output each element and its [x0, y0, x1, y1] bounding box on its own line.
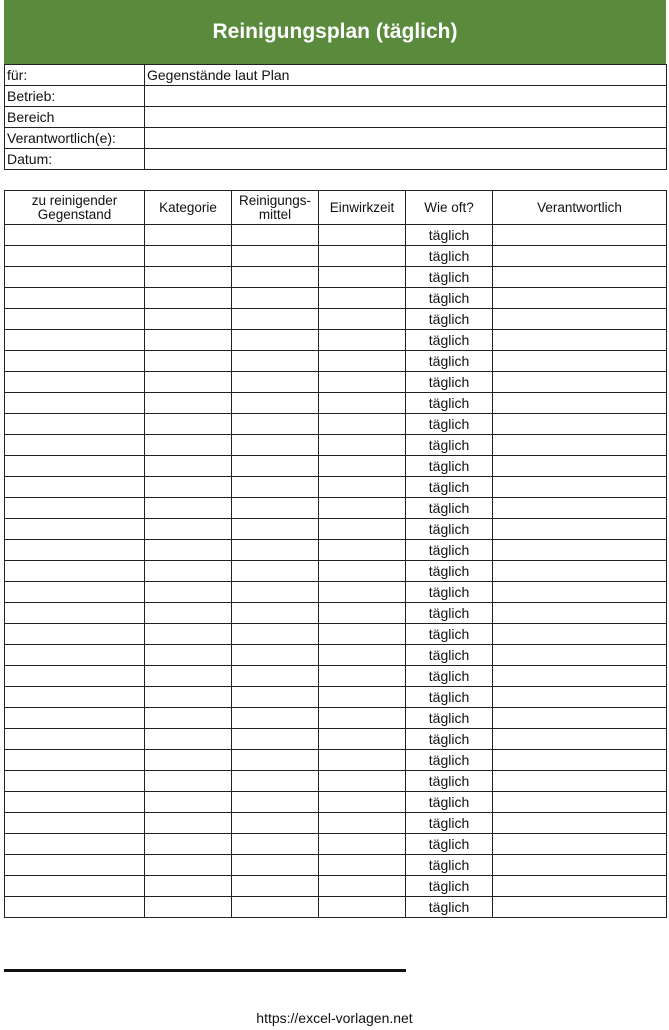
- cell-contact-time[interactable]: [319, 582, 406, 603]
- cell-frequency[interactable]: täglich: [406, 708, 493, 729]
- cell-cleaning-agent[interactable]: [232, 750, 319, 771]
- cell-responsible[interactable]: [493, 834, 667, 855]
- cell-responsible[interactable]: [493, 561, 667, 582]
- info-row: [5, 65, 667, 86]
- table-row: [5, 351, 667, 372]
- table-header-row: [5, 191, 667, 225]
- cell-category[interactable]: [145, 771, 232, 792]
- cell-contact-time[interactable]: [319, 288, 406, 309]
- cell-item[interactable]: [5, 351, 145, 372]
- cell-cleaning-agent[interactable]: [232, 813, 319, 834]
- cell-item[interactable]: [5, 225, 145, 246]
- cell-responsible[interactable]: [493, 624, 667, 645]
- cell-responsible[interactable]: [493, 456, 667, 477]
- cell-item[interactable]: [5, 477, 145, 498]
- cell-item[interactable]: [5, 855, 145, 876]
- cell-item[interactable]: [5, 435, 145, 456]
- cell-frequency[interactable]: täglich: [406, 435, 493, 456]
- cell-contact-time[interactable]: [319, 519, 406, 540]
- cell-responsible[interactable]: [493, 267, 667, 288]
- header-cleaning-agent: Reinigungs-mittel: [232, 191, 319, 225]
- header-item: zu reinigender Gegenstand: [5, 191, 145, 225]
- cell-category[interactable]: [145, 624, 232, 645]
- info-row: [5, 86, 667, 107]
- cell-responsible[interactable]: [493, 666, 667, 687]
- cell-item[interactable]: [5, 582, 145, 603]
- cell-contact-time[interactable]: [319, 897, 406, 918]
- cell-category[interactable]: [145, 540, 232, 561]
- cell-contact-time[interactable]: [319, 771, 406, 792]
- table-row: [5, 876, 667, 897]
- cell-responsible[interactable]: [493, 750, 667, 771]
- cell-cleaning-agent[interactable]: [232, 729, 319, 750]
- cell-item[interactable]: [5, 645, 145, 666]
- cell-responsible[interactable]: [493, 540, 667, 561]
- cell-item[interactable]: [5, 687, 145, 708]
- cell-contact-time[interactable]: [319, 309, 406, 330]
- table-row: [5, 477, 667, 498]
- cell-frequency[interactable]: täglich: [406, 813, 493, 834]
- cell-frequency[interactable]: täglich: [406, 456, 493, 477]
- cell-responsible[interactable]: [493, 225, 667, 246]
- header-category: Kategorie: [145, 191, 232, 225]
- cell-item[interactable]: [5, 750, 145, 771]
- info-row: [5, 128, 667, 149]
- cell-contact-time[interactable]: [319, 666, 406, 687]
- cell-responsible[interactable]: [493, 435, 667, 456]
- cell-item[interactable]: [5, 771, 145, 792]
- cell-category[interactable]: [145, 435, 232, 456]
- cell-category[interactable]: [145, 246, 232, 267]
- cell-responsible[interactable]: [493, 498, 667, 519]
- cell-cleaning-agent[interactable]: [232, 498, 319, 519]
- table-row: [5, 246, 667, 267]
- cell-contact-time[interactable]: [319, 729, 406, 750]
- cell-frequency[interactable]: täglich: [406, 351, 493, 372]
- table-row: [5, 582, 667, 603]
- table-row: [5, 771, 667, 792]
- cell-category[interactable]: [145, 330, 232, 351]
- table-row: [5, 645, 667, 666]
- cell-frequency[interactable]: täglich: [406, 750, 493, 771]
- cell-cleaning-agent[interactable]: [232, 393, 319, 414]
- cell-item[interactable]: [5, 603, 145, 624]
- cell-contact-time[interactable]: [319, 477, 406, 498]
- cell-responsible[interactable]: [493, 771, 667, 792]
- table-row: [5, 813, 667, 834]
- table-row: [5, 624, 667, 645]
- cell-item[interactable]: [5, 540, 145, 561]
- info-value[interactable]: [145, 149, 667, 170]
- cell-contact-time[interactable]: [319, 456, 406, 477]
- cell-item[interactable]: [5, 624, 145, 645]
- cell-frequency[interactable]: täglich: [406, 477, 493, 498]
- cell-frequency[interactable]: täglich: [406, 645, 493, 666]
- cell-cleaning-agent[interactable]: [232, 372, 319, 393]
- cell-contact-time[interactable]: [319, 708, 406, 729]
- cell-item[interactable]: [5, 246, 145, 267]
- info-value[interactable]: [145, 107, 667, 128]
- table-row: [5, 897, 667, 918]
- cell-frequency[interactable]: täglich: [406, 414, 493, 435]
- cell-contact-time[interactable]: [319, 855, 406, 876]
- cell-frequency[interactable]: täglich: [406, 225, 493, 246]
- cell-responsible[interactable]: [493, 603, 667, 624]
- info-table: [4, 64, 667, 170]
- cell-category[interactable]: [145, 729, 232, 750]
- cell-contact-time[interactable]: [319, 267, 406, 288]
- table-row: [5, 666, 667, 687]
- info-label: Verantwortlich(e):: [5, 128, 145, 149]
- cell-contact-time[interactable]: [319, 687, 406, 708]
- table-row: [5, 309, 667, 330]
- cell-item[interactable]: [5, 414, 145, 435]
- cell-contact-time[interactable]: [319, 603, 406, 624]
- cell-category[interactable]: [145, 582, 232, 603]
- table-row: [5, 519, 667, 540]
- header-contact-time: Einwirkzeit: [319, 191, 406, 225]
- cell-contact-time[interactable]: [319, 876, 406, 897]
- cell-responsible[interactable]: [493, 330, 667, 351]
- info-row: [5, 107, 667, 128]
- cell-category[interactable]: [145, 372, 232, 393]
- info-label: Betrieb:: [5, 86, 145, 107]
- cell-frequency[interactable]: täglich: [406, 582, 493, 603]
- cell-contact-time[interactable]: [319, 792, 406, 813]
- cell-item[interactable]: [5, 288, 145, 309]
- table-row: [5, 708, 667, 729]
- cell-frequency[interactable]: täglich: [406, 897, 493, 918]
- cell-cleaning-agent[interactable]: [232, 288, 319, 309]
- cell-cleaning-agent[interactable]: [232, 540, 319, 561]
- table-row: [5, 540, 667, 561]
- page-title: Reinigungsplan (täglich): [4, 0, 666, 64]
- cell-category[interactable]: [145, 456, 232, 477]
- cell-frequency[interactable]: täglich: [406, 876, 493, 897]
- cell-category[interactable]: [145, 288, 232, 309]
- cell-cleaning-agent[interactable]: [232, 645, 319, 666]
- cell-item[interactable]: [5, 834, 145, 855]
- cell-cleaning-agent[interactable]: [232, 624, 319, 645]
- cleaning-plan-table: [4, 190, 667, 918]
- cell-frequency[interactable]: täglich: [406, 603, 493, 624]
- cell-category[interactable]: [145, 834, 232, 855]
- cell-responsible[interactable]: [493, 414, 667, 435]
- cell-contact-time[interactable]: [319, 750, 406, 771]
- cell-contact-time[interactable]: [319, 246, 406, 267]
- cell-cleaning-agent[interactable]: [232, 876, 319, 897]
- cell-item[interactable]: [5, 498, 145, 519]
- cell-cleaning-agent[interactable]: [232, 708, 319, 729]
- table-row: [5, 561, 667, 582]
- cell-frequency[interactable]: täglich: [406, 267, 493, 288]
- cell-category[interactable]: [145, 267, 232, 288]
- cell-frequency[interactable]: täglich: [406, 330, 493, 351]
- info-value[interactable]: [145, 86, 667, 107]
- cell-category[interactable]: [145, 561, 232, 582]
- cell-responsible[interactable]: [493, 582, 667, 603]
- table-row: [5, 498, 667, 519]
- info-label: Bereich: [5, 107, 145, 128]
- cell-category[interactable]: [145, 813, 232, 834]
- cell-cleaning-agent[interactable]: [232, 666, 319, 687]
- cell-responsible[interactable]: [493, 393, 667, 414]
- cell-contact-time[interactable]: [319, 330, 406, 351]
- cell-item[interactable]: [5, 897, 145, 918]
- cell-cleaning-agent[interactable]: [232, 519, 319, 540]
- cell-item[interactable]: [5, 876, 145, 897]
- cell-cleaning-agent[interactable]: [232, 414, 319, 435]
- cell-frequency[interactable]: täglich: [406, 855, 493, 876]
- table-row: [5, 855, 667, 876]
- info-label: für:: [5, 65, 145, 86]
- cell-item[interactable]: [5, 372, 145, 393]
- cell-item[interactable]: [5, 813, 145, 834]
- cell-responsible[interactable]: [493, 813, 667, 834]
- cell-contact-time[interactable]: [319, 645, 406, 666]
- table-row: [5, 603, 667, 624]
- cell-frequency[interactable]: täglich: [406, 246, 493, 267]
- cell-contact-time[interactable]: [319, 435, 406, 456]
- cell-cleaning-agent[interactable]: [232, 834, 319, 855]
- cell-frequency[interactable]: täglich: [406, 792, 493, 813]
- cell-frequency[interactable]: täglich: [406, 519, 493, 540]
- cell-cleaning-agent[interactable]: [232, 351, 319, 372]
- cell-category[interactable]: [145, 876, 232, 897]
- cell-category[interactable]: [145, 855, 232, 876]
- cell-item[interactable]: [5, 456, 145, 477]
- cell-item[interactable]: [5, 309, 145, 330]
- cell-category[interactable]: [145, 645, 232, 666]
- cell-responsible[interactable]: [493, 351, 667, 372]
- cell-category[interactable]: [145, 393, 232, 414]
- cell-responsible[interactable]: [493, 645, 667, 666]
- cell-category[interactable]: [145, 351, 232, 372]
- cell-cleaning-agent[interactable]: [232, 771, 319, 792]
- cell-category[interactable]: [145, 603, 232, 624]
- cell-responsible[interactable]: [493, 477, 667, 498]
- cell-category[interactable]: [145, 792, 232, 813]
- cell-cleaning-agent[interactable]: [232, 582, 319, 603]
- table-row: [5, 687, 667, 708]
- cell-item[interactable]: [5, 792, 145, 813]
- cell-frequency[interactable]: täglich: [406, 561, 493, 582]
- cell-category[interactable]: [145, 897, 232, 918]
- info-row: [5, 149, 667, 170]
- table-row: [5, 288, 667, 309]
- cell-responsible[interactable]: [493, 687, 667, 708]
- table-row: [5, 330, 667, 351]
- cell-contact-time[interactable]: [319, 540, 406, 561]
- cell-contact-time[interactable]: [319, 813, 406, 834]
- table-row: [5, 435, 667, 456]
- table-row: [5, 834, 667, 855]
- cell-cleaning-agent[interactable]: [232, 855, 319, 876]
- cell-contact-time[interactable]: [319, 561, 406, 582]
- cell-item[interactable]: [5, 267, 145, 288]
- cell-responsible[interactable]: [493, 792, 667, 813]
- cell-category[interactable]: [145, 498, 232, 519]
- cell-item[interactable]: [5, 666, 145, 687]
- cell-cleaning-agent[interactable]: [232, 456, 319, 477]
- cell-item[interactable]: [5, 330, 145, 351]
- cell-contact-time[interactable]: [319, 372, 406, 393]
- cell-frequency[interactable]: täglich: [406, 687, 493, 708]
- table-row: [5, 792, 667, 813]
- cell-contact-time[interactable]: [319, 414, 406, 435]
- cell-category[interactable]: [145, 750, 232, 771]
- cell-cleaning-agent[interactable]: [232, 435, 319, 456]
- info-value[interactable]: Gegenstände laut Plan: [145, 65, 667, 86]
- cell-cleaning-agent[interactable]: [232, 687, 319, 708]
- cell-contact-time[interactable]: [319, 225, 406, 246]
- cell-responsible[interactable]: [493, 876, 667, 897]
- cell-frequency[interactable]: täglich: [406, 498, 493, 519]
- cell-frequency[interactable]: täglich: [406, 834, 493, 855]
- table-row: [5, 372, 667, 393]
- cell-contact-time[interactable]: [319, 393, 406, 414]
- cell-category[interactable]: [145, 414, 232, 435]
- cell-responsible[interactable]: [493, 729, 667, 750]
- cell-item[interactable]: [5, 393, 145, 414]
- header-frequency: Wie oft?: [406, 191, 493, 225]
- cell-category[interactable]: [145, 687, 232, 708]
- cell-category[interactable]: [145, 519, 232, 540]
- info-label: Datum:: [5, 149, 145, 170]
- table-row: [5, 456, 667, 477]
- cell-responsible[interactable]: [493, 519, 667, 540]
- table-row: [5, 414, 667, 435]
- cell-cleaning-agent[interactable]: [232, 267, 319, 288]
- cell-responsible[interactable]: [493, 855, 667, 876]
- cell-item[interactable]: [5, 561, 145, 582]
- table-row: [5, 267, 667, 288]
- header-responsible: Verantwortlich: [493, 191, 667, 225]
- cell-cleaning-agent[interactable]: [232, 309, 319, 330]
- signature-line: [4, 969, 406, 972]
- table-row: [5, 393, 667, 414]
- cell-category[interactable]: [145, 309, 232, 330]
- cell-category[interactable]: [145, 477, 232, 498]
- cell-cleaning-agent[interactable]: [232, 897, 319, 918]
- cell-cleaning-agent[interactable]: [232, 561, 319, 582]
- cell-contact-time[interactable]: [319, 624, 406, 645]
- cell-cleaning-agent[interactable]: [232, 246, 319, 267]
- cell-item[interactable]: [5, 729, 145, 750]
- cell-cleaning-agent[interactable]: [232, 225, 319, 246]
- cell-item[interactable]: [5, 519, 145, 540]
- cell-frequency[interactable]: täglich: [406, 771, 493, 792]
- table-row: [5, 750, 667, 771]
- cell-responsible[interactable]: [493, 897, 667, 918]
- cell-cleaning-agent[interactable]: [232, 792, 319, 813]
- cell-responsible[interactable]: [493, 372, 667, 393]
- cell-frequency[interactable]: täglich: [406, 729, 493, 750]
- cell-category[interactable]: [145, 708, 232, 729]
- cell-category[interactable]: [145, 666, 232, 687]
- cell-cleaning-agent[interactable]: [232, 330, 319, 351]
- cell-contact-time[interactable]: [319, 498, 406, 519]
- cell-responsible[interactable]: [493, 708, 667, 729]
- table-row: [5, 225, 667, 246]
- footer-url[interactable]: https://excel-vorlagen.net: [256, 1010, 413, 1026]
- cell-responsible[interactable]: [493, 288, 667, 309]
- cell-frequency[interactable]: täglich: [406, 624, 493, 645]
- cell-responsible[interactable]: [493, 246, 667, 267]
- cell-contact-time[interactable]: [319, 351, 406, 372]
- cell-frequency[interactable]: täglich: [406, 666, 493, 687]
- cell-responsible[interactable]: [493, 309, 667, 330]
- cell-category[interactable]: [145, 225, 232, 246]
- cell-cleaning-agent[interactable]: [232, 603, 319, 624]
- cell-frequency[interactable]: täglich: [406, 540, 493, 561]
- cell-frequency[interactable]: täglich: [406, 288, 493, 309]
- cell-frequency[interactable]: täglich: [406, 372, 493, 393]
- cell-frequency[interactable]: täglich: [406, 309, 493, 330]
- info-value[interactable]: [145, 128, 667, 149]
- cell-cleaning-agent[interactable]: [232, 477, 319, 498]
- cell-frequency[interactable]: täglich: [406, 393, 493, 414]
- cell-item[interactable]: [5, 708, 145, 729]
- table-row: [5, 729, 667, 750]
- cell-contact-time[interactable]: [319, 834, 406, 855]
